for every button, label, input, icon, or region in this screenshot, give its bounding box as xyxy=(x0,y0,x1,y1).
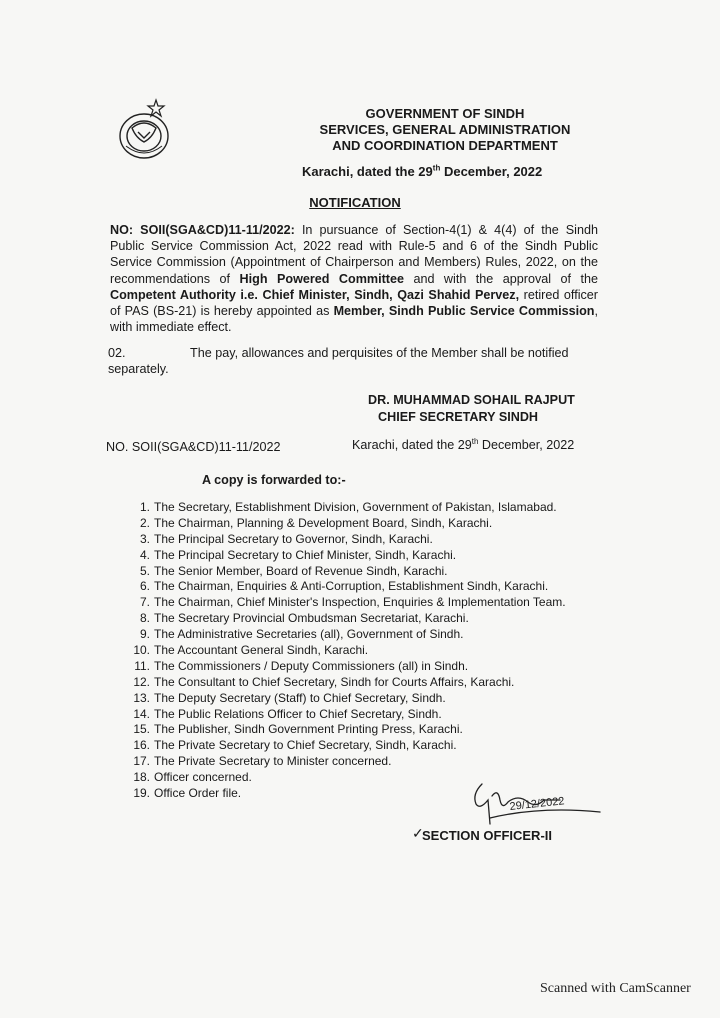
recipient-item xyxy=(124,579,594,595)
recipient-number: 7. xyxy=(139,595,150,610)
recipient-text: The Chairman, Planning & Development Board, Sindh, Karachi. xyxy=(154,515,493,530)
header-line-2: SERVICES, GENERAL ADMINISTRATION xyxy=(319,122,571,137)
recipient-number: 9. xyxy=(139,627,150,642)
signatory-title: CHIEF SECRETARY SINDH xyxy=(378,410,539,424)
copy-reference-date: Karachi, dated the 29th December, 2022 xyxy=(352,436,575,452)
recipient-item xyxy=(124,500,594,516)
recipient-number: 4. xyxy=(139,547,150,562)
recipient-number: 6. xyxy=(139,579,150,594)
paragraph-02: 02. The pay, allowances and perquisites of the Member shall be notified separately. xyxy=(108,346,569,376)
notification-title: NOTIFICATION xyxy=(309,195,401,210)
recipient-number: 11. xyxy=(134,658,150,673)
recipient-text: The Consultant to Chief Secretary, Sindh for Courts Affairs, Karachi. xyxy=(154,674,515,689)
recipient-number: 3. xyxy=(139,531,150,546)
header-line-1: GOVERNMENT OF SINDH xyxy=(365,106,525,121)
scanner-watermark: Scanned with CamScanner xyxy=(540,981,691,996)
recipient-text: The Senior Member, Board of Revenue Sindh, Karachi. xyxy=(154,563,448,578)
recipient-text: The Deputy Secretary (Staff) to Chief Secretary, Sindh. xyxy=(154,690,446,705)
recipient-item xyxy=(124,548,594,564)
recipient-list xyxy=(124,500,594,802)
recipient-text: The Chairman, Enquiries & Anti-Corruption, Establishment Sindh, Karachi. xyxy=(154,579,549,594)
recipient-number: 15. xyxy=(133,722,150,737)
recipient-item xyxy=(124,532,594,548)
recipient-item xyxy=(124,738,594,754)
recipient-number: 17. xyxy=(133,754,150,769)
header-line-3: AND COORDINATION DEPARTMENT xyxy=(332,138,558,153)
recipient-number: 19. xyxy=(133,786,150,801)
recipient-item xyxy=(124,611,594,627)
recipient-text: The Principal Secretary to Chief Minister, Sindh, Karachi. xyxy=(154,547,457,562)
recipient-item xyxy=(124,627,594,643)
reference-number: NO: SOII(SGA&CD)11-11/2022: xyxy=(110,223,295,237)
recipient-item xyxy=(124,564,594,580)
recipient-number: 18. xyxy=(133,770,150,785)
recipient-item xyxy=(124,595,594,611)
recipient-text: The Secretary, Establishment Division, Government of Pakistan, Islamabad. xyxy=(154,500,557,514)
recipient-item xyxy=(124,643,594,659)
sindh-government-emblem-icon xyxy=(112,98,190,164)
recipient-number: 13. xyxy=(133,690,150,705)
svg-text:29/12/2022: 29/12/2022 xyxy=(509,795,566,813)
recipient-item xyxy=(124,659,594,675)
copy-forwarded-heading: A copy is forwarded to:- xyxy=(202,473,346,487)
recipient-number: 5. xyxy=(139,563,150,578)
recipient-number: 2. xyxy=(139,515,150,530)
notification-body: NO: SOII(SGA&CD)11-11/2022: In pursuance of Section-4(1) & 4(4) of the Sindh Public Service Commission Act, 2022 read with Rule-5 and 6 of the Sindh Public Service Commission (Appointment of Chairperson and Members) Rules, 2022, on the recommendations of High Powered Committee and with the approval of the Competent Authority i.e. Chief Minister, Sindh, Qazi Shahid Pervez, retired officer of PAS (BS-21) is hereby appointed as Member, Sindh Public Service Commission, with immediate effect. xyxy=(110,223,598,335)
recipient-item xyxy=(124,691,594,707)
recipient-item xyxy=(124,754,594,770)
recipient-number: 10. xyxy=(133,643,150,658)
recipient-text: The Private Secretary to Minister concerned. xyxy=(154,754,392,769)
recipient-text: Officer concerned. xyxy=(154,770,252,785)
checkmark-icon: ✓ xyxy=(412,825,424,841)
recipient-text: The Chairman, Chief Minister's Inspection, Enquiries & Implementation Team. xyxy=(154,595,566,610)
recipient-text: The Secretary Provincial Ombudsman Secretariat, Karachi. xyxy=(154,611,469,626)
recipient-number: 16. xyxy=(133,738,150,753)
recipient-text: Office Order file. xyxy=(154,786,242,801)
section-officer-label: SECTION OFFICER-II xyxy=(422,828,552,843)
recipient-item xyxy=(124,516,594,532)
recipient-number: 1. xyxy=(139,500,150,514)
recipient-number: 14. xyxy=(133,706,150,721)
signatory-name: DR. MUHAMMAD SOHAIL RAJPUT xyxy=(368,393,575,407)
recipient-item xyxy=(124,722,594,738)
recipient-item xyxy=(124,675,594,691)
recipient-text: The Commissioners / Deputy Commissioners (all) in Sindh. xyxy=(154,658,469,673)
recipient-number: 8. xyxy=(139,611,150,626)
recipient-text: The Private Secretary to Chief Secretary, Sindh, Karachi. xyxy=(154,738,457,753)
recipient-text: The Publisher, Sindh Government Printing Press, Karachi. xyxy=(154,722,463,737)
header-date: Karachi, dated the 29th December, 2022 xyxy=(302,163,543,179)
recipient-text: The Accountant General Sindh, Karachi. xyxy=(154,643,369,658)
recipient-text: The Public Relations Officer to Chief Secretary, Sindh. xyxy=(154,706,442,721)
copy-reference-number: NO. SOII(SGA&CD)11-11/2022 xyxy=(106,440,281,454)
recipient-text: The Principal Secretary to Governor, Sindh, Karachi. xyxy=(154,531,433,546)
recipient-item xyxy=(124,707,594,723)
recipient-number: 12. xyxy=(133,674,150,689)
recipient-text: The Administrative Secretaries (all), Government of Sindh. xyxy=(154,627,464,642)
